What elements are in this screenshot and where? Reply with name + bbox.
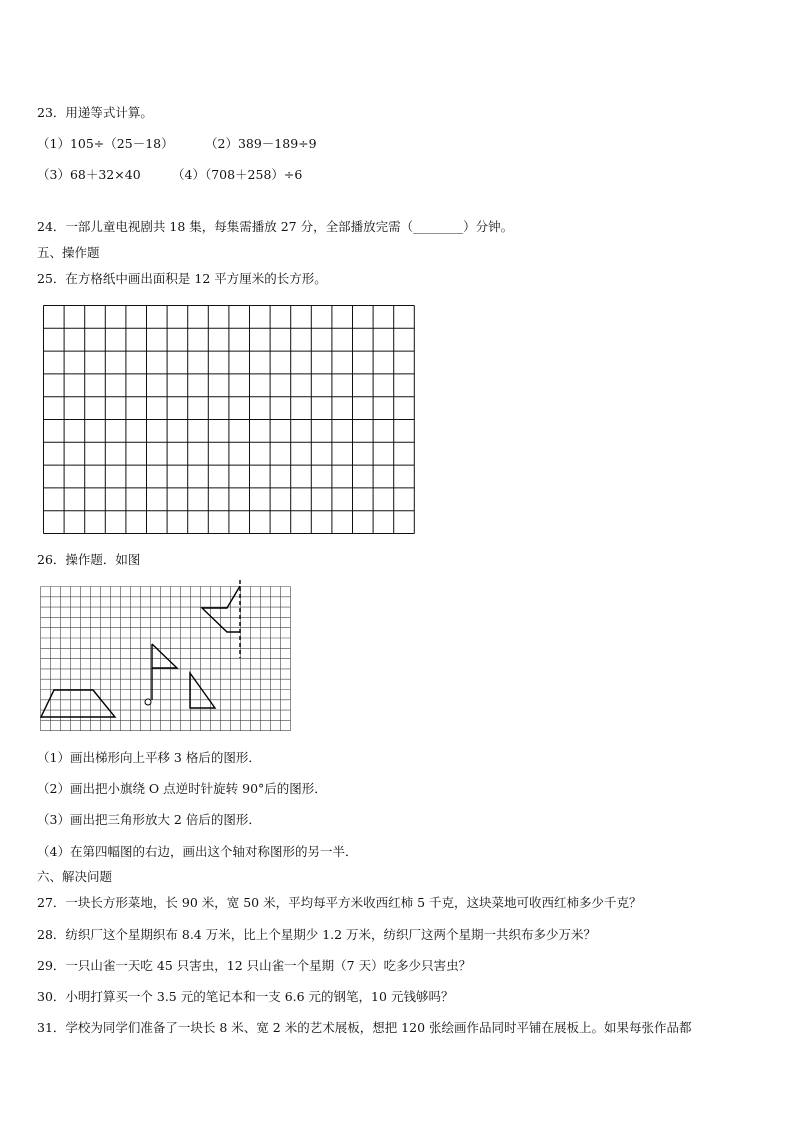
q23-item-3: （3）68＋32×40 [37, 167, 141, 182]
section-6-heading: 六、解决问题 [37, 869, 113, 884]
q23-item-4: （4）（708＋258）÷6 [172, 167, 303, 182]
q23-item-1: （1）105÷（25－18） [37, 136, 174, 151]
trapezoid-shape [41, 690, 115, 717]
question-27: 27．一块长方形菜地，长 90 米，宽 50 米，平均每平方米收西红柿 5 千克，这块菜地可收西红柿多少千克？ [37, 895, 642, 910]
q23-item-2: （2）389－189÷9 [205, 136, 317, 151]
q23-title: 23．用递等式计算。 [37, 105, 153, 120]
flag-shape [152, 644, 177, 700]
question-24 [37, 219, 513, 235]
q26-figure[interactable] [40, 580, 292, 732]
q25-grid-paper[interactable] [43, 305, 418, 535]
question-29: 29．一只山雀一天吃 45 只害虫，12 只山雀一个星期（7 天）吃多少只害虫？ [37, 958, 472, 973]
q25-title: 25．在方格纸中画出面积是 12 平方厘米的长方形。 [37, 271, 327, 286]
q26-title: 26．操作题．如图 [37, 552, 141, 567]
q26-sub-1: （1）画出梯形向上平移 3 格后的图形． [37, 750, 261, 765]
question-31: 31．学校为同学们准备了一块长 8 米、宽 2 米的艺术展板，想把 120 张绘画作品同时平铺在展板上。如果每张作品都 [37, 1020, 692, 1035]
question-30: 30．小明打算买一个 3.5 元的笔记本和一支 6.6 元的钢笔，10 元钱够吗？ [37, 989, 454, 1004]
q26-sub-4: （4）在第四幅图的右边，画出这个轴对称图形的另一半． [37, 844, 358, 859]
question-28: 28．纺织厂这个星期织布 8.4 万米，比上个星期少 1.2 万米，纺织厂这两个星期一共织布多少万米？ [37, 927, 597, 942]
origin-point-o [145, 699, 151, 705]
right-triangle-shape [190, 673, 215, 708]
q24-text-before: 24．一部儿童电视剧共 18 集，每集需播放 27 分，全部播放完需（ [37, 219, 414, 234]
q24-answer-blank[interactable]: ________ [413, 219, 464, 234]
q26-sub-2: （2）画出把小旗绕 O 点逆时针旋转 90°后的图形． [37, 781, 327, 796]
q24-text-after: ）分钟。 [463, 219, 514, 234]
section-5-heading: 五、操作题 [37, 245, 100, 260]
q26-sub-3: （3）画出把三角形放大 2 倍后的图形． [37, 812, 261, 827]
symmetric-figure-half [202, 586, 240, 632]
